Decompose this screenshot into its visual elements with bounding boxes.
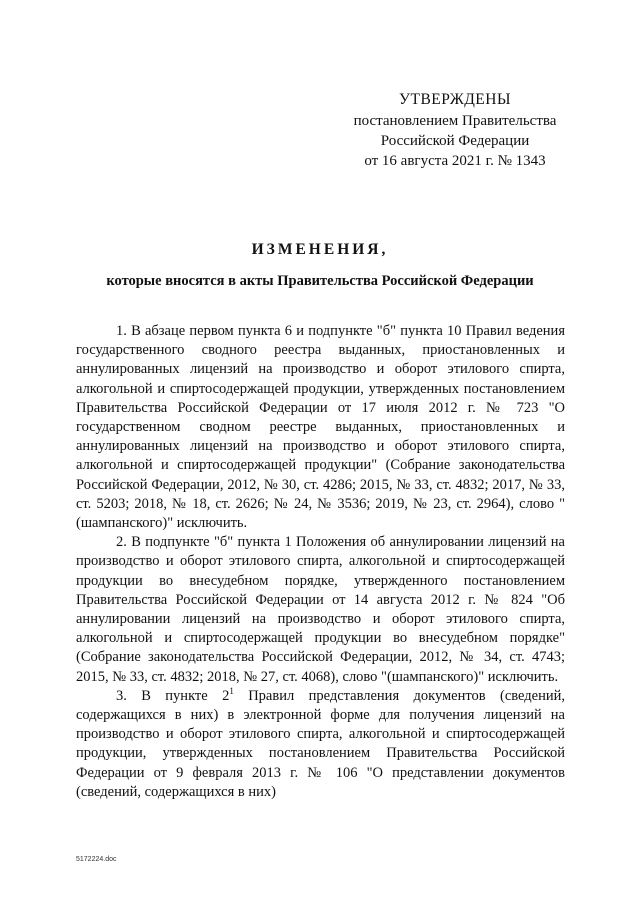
- approval-stamp: [340, 90, 570, 171]
- approval-line-2: Российской Федерации: [380, 133, 530, 149]
- footer-filename: 5172224.doc: [76, 856, 117, 863]
- paragraph-1: 1. В абзаце первом пункта 6 и подпункте "б" пункта 10 Правил ведения государственного сводного реестра выданных, приостановленных и аннулированных лицензий на производство и оборот этилового спирта, алкогольной и спиртосодержащей продукции, утвержденных постановлением Правительства Российской Федерации от 17 июля 2012 г. № 723 "О государственном сводном реестре выданных, приостановленных и аннулированных лицензий на производство и оборот этилового спирта, алкогольной и спиртосодержащей продукции" (Собрание законодательства Российской Федерации, 2012, № 30, ст. 4286; 2015, № 33, ст. 4832; 2017, № 33, ст. 5203; 2018, № 18, ст. 2626; № 24, № 3536; 2019, № 23, ст. 2964), слово "(шампанского)" исключить.: [76, 323, 565, 532]
- title-block: [0, 240, 640, 290]
- paragraph-3-rest: Правил представления документов (сведений, содержащихся в них) в электронной форме для получения лицензий на производство и оборот этилового спирта, алкогольной и спиртосодержащей продукции, утвержденных постановлением Правительства Российской Федерации от 9 февраля 2013 г. № 106 "О представлении документов (сведений, содержащихся в них): [76, 687, 565, 800]
- paragraph-3: [76, 687, 565, 802]
- superscript-mark: 1: [229, 685, 234, 696]
- document-body: [76, 322, 565, 802]
- paragraph-3-start: 3. В пункте 2: [116, 687, 230, 704]
- approval-heading: УТВЕРЖДЕНЫ: [399, 91, 511, 108]
- document-subtitle: которые вносятся в акты Правительства Российской Федерации: [106, 273, 534, 289]
- approval-date-number: от 16 августа 2021 г. № 1343: [364, 153, 546, 169]
- approval-line-1: постановлением Правительства: [353, 113, 557, 129]
- paragraph-2: 2. В подпункте "б" пункта 1 Положения об аннулировании лицензий на производство и оборот этилового спирта, алкогольной и спиртосодержащей продукции во внесудебном порядке, утвержденного постановлением Правительства Российской Федерации от 14 августа 2012 г. № 824 "Об аннулировании лицензий на производство и оборот этилового спирта, алкогольной и спиртосодержащей продукции во внесудебном порядке" (Собрание законодательства Российской Федерации, 2012, № 34, ст. 4743; 2015, № 33, ст. 4832; 2018, № 27, ст. 4068), слово "(шампанского)" исключить.: [76, 534, 565, 685]
- document-title: ИЗМЕНЕНИЯ,: [251, 241, 389, 258]
